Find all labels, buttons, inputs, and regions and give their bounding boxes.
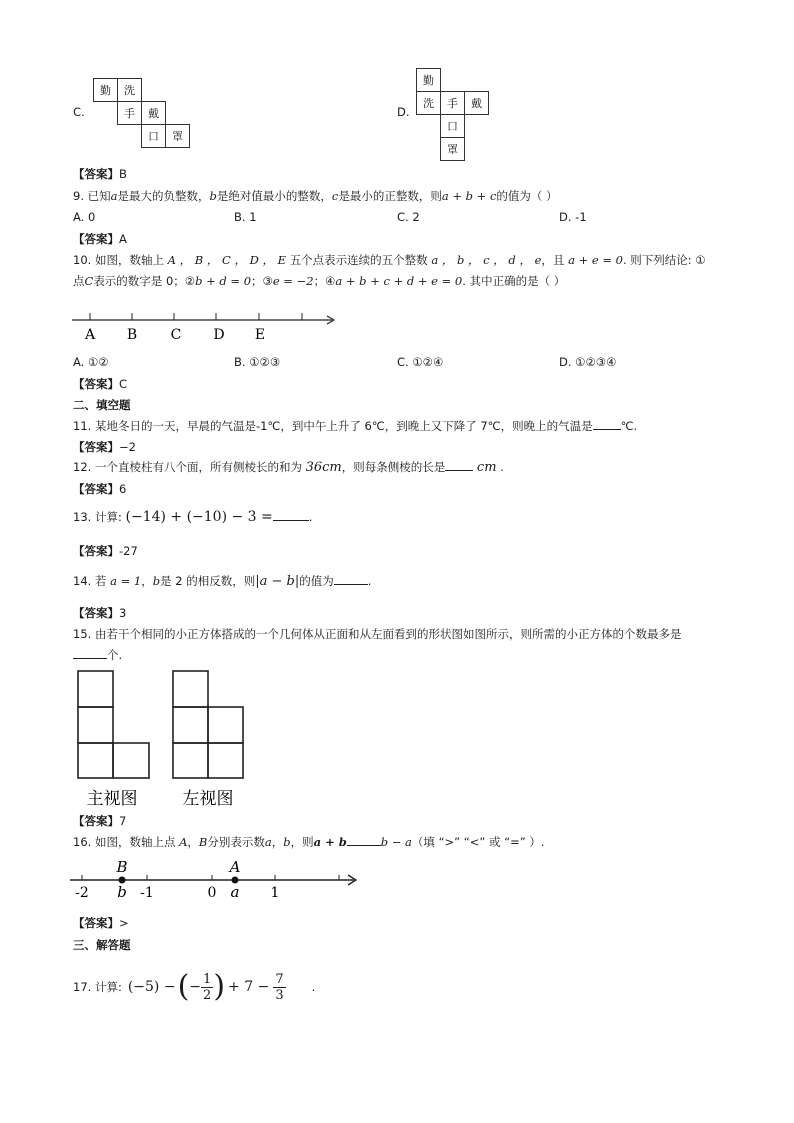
question-text: . [367, 574, 372, 588]
answer-tag: 【答案】 [73, 167, 119, 181]
option-d-letter: D. [397, 105, 410, 119]
question-15-line-1: 15. 由若干个相同的小正方体搭成的一个几何体从正面和从左面看到的形状图如图所示，则所需的小正方体的个数最多是 [73, 627, 682, 641]
answer-blank [445, 470, 473, 471]
view-cell [173, 707, 208, 743]
net-cell: 手 [440, 91, 465, 115]
question-text: . [308, 510, 313, 524]
math-var: a [110, 189, 118, 203]
question-13 [73, 509, 312, 525]
math-expr: (−5) − [127, 979, 176, 995]
question-text: ，则每条侧棱的长是 [341, 460, 446, 474]
fraction-one-half [201, 972, 213, 1003]
math-var: c [331, 189, 339, 203]
answer-line [73, 439, 136, 455]
answer-line [73, 543, 138, 559]
math-expr: a + b + c [441, 189, 497, 203]
answer-value: -27 [119, 544, 138, 558]
question-text: 点 [73, 274, 85, 288]
answer-value: A [119, 232, 127, 246]
math-expr: a + b + c + d + e = 0 [335, 274, 463, 288]
question-number: 10. [73, 253, 92, 267]
question-text: 13. 计算: [73, 510, 122, 524]
math-var: C [84, 274, 94, 288]
question-text: ；③ [251, 274, 273, 288]
math-var: b [152, 574, 161, 588]
math-var: b [209, 189, 217, 203]
question-text: 个. [107, 648, 123, 662]
math-vars: a ， b ， c ， d ， e [431, 253, 542, 267]
axis-tick-label: 1 [270, 885, 280, 901]
answer-line [73, 481, 126, 497]
answer-blank [334, 584, 368, 585]
section-heading: 三、解答题 [73, 938, 131, 952]
answer-tag: 【答案】 [73, 916, 119, 930]
left-view-label: 左视图 [182, 789, 234, 809]
question-text: . 其中正确的是（ ） [462, 274, 566, 288]
option-b: B. ①②③ [234, 355, 281, 369]
view-cell [78, 707, 113, 743]
question-11 [73, 418, 637, 434]
question-text: 16. 如图，数轴上点 [73, 835, 176, 849]
answer-line [73, 166, 127, 182]
axis-label: C [170, 327, 182, 343]
math-expr: b + d = 0 [195, 274, 252, 288]
question-text: ， [141, 574, 153, 588]
number-line-q16 [66, 856, 366, 902]
answer-tag: 【答案】 [73, 440, 119, 454]
question-number: 9. [73, 189, 84, 203]
question-text: 17. 计算: [73, 980, 122, 994]
net-cell: 戴 [141, 101, 166, 125]
option-d: D. ①②③④ [559, 355, 617, 369]
question-text: （填 “>” “<” 或 “=” ）. [411, 835, 545, 849]
view-cell [173, 743, 208, 778]
axis-tick-label: -1 [140, 885, 154, 901]
question-text: 的值为 [299, 574, 334, 588]
answer-tag: 【答案】 [73, 814, 119, 828]
answer-tag: 【答案】 [73, 377, 119, 391]
math-points: A ， B ， C ， D ， E [167, 253, 287, 267]
question-text: ， [187, 835, 199, 849]
question-10-line-2 [73, 273, 565, 289]
question-15-line-2 [73, 647, 122, 663]
math-var: B [198, 835, 208, 849]
option-a: A. ①② [73, 355, 109, 369]
option-b: B. 1 [234, 210, 257, 224]
math-expr: + 7 − [228, 979, 270, 995]
question-text: 12. 一个直棱柱有八个面，所有侧棱长的和为 [73, 460, 302, 474]
axis-label: B [126, 327, 138, 343]
question-text: 分别表示数 [207, 835, 265, 849]
question-text: 是最小的正整数，则 [338, 189, 442, 203]
math-expr: a + b [313, 835, 347, 849]
view-cell [173, 671, 208, 707]
net-cell: 洗 [117, 78, 142, 102]
option-c: C. 2 [397, 210, 420, 224]
view-cell [78, 743, 113, 778]
view-cell [113, 743, 149, 778]
question-17 [73, 965, 315, 1009]
fraction-denominator: 2 [203, 987, 212, 1003]
question-text: 是绝对值最小的整数， [216, 189, 332, 203]
answer-tag: 【答案】 [73, 544, 119, 558]
net-cell: 勤 [93, 78, 118, 102]
answer-line [73, 231, 127, 247]
option-d: D. -1 [559, 210, 587, 224]
front-view [78, 671, 149, 778]
question-text: 的值为（ ） [496, 189, 558, 203]
option-c: C. ①②④ [397, 355, 444, 369]
question-text: 五个点表示连续的五个整数 [289, 253, 428, 267]
option-a: A. 0 [73, 210, 96, 224]
question-text: 已知 [87, 189, 111, 203]
question-text: . 则下列结论: ① [622, 253, 706, 267]
view-cell [208, 707, 243, 743]
axis-tick-label: -2 [75, 885, 89, 901]
view-cell [78, 671, 113, 707]
answer-value: B [119, 167, 127, 181]
net-cell: 手 [117, 101, 142, 125]
math-unit: cm [476, 460, 497, 475]
question-text: ，且 [541, 253, 565, 267]
fraction-numerator: 1 [203, 971, 212, 987]
answer-blank [347, 845, 381, 846]
net-cell: 洗 [416, 91, 441, 115]
question-text: 如图，数轴上 [94, 253, 164, 267]
answer-tag: 【答案】 [73, 606, 119, 620]
fraction-seven-thirds [273, 972, 285, 1003]
net-cell: 戴 [464, 91, 489, 115]
question-text: 是 2 的相反数，则 [160, 574, 256, 588]
axis-tick-label: 0 [207, 885, 217, 901]
answer-line [73, 813, 126, 829]
question-text: 表示的数字是 0；② [93, 274, 196, 288]
math-var: A [179, 835, 188, 849]
net-cell: 罩 [440, 137, 465, 161]
number-line-q10 [66, 306, 341, 346]
question-9 [73, 188, 558, 204]
answer-value: 7 [119, 814, 127, 828]
math-var: a [264, 835, 272, 849]
axis-label: A [84, 327, 96, 343]
answer-line [73, 605, 126, 621]
option-c-letter: C. [73, 105, 85, 119]
answer-tag: 【答案】 [73, 482, 119, 496]
point-a-var: a [230, 883, 240, 901]
question-text: 14. 若 [73, 574, 107, 588]
net-cell: 罩 [165, 124, 190, 148]
net-cell: 口 [141, 124, 166, 148]
question-text: 是最大的负整数， [117, 189, 210, 203]
math-value: 36cm [305, 460, 342, 475]
math-expr: b − a [380, 835, 412, 849]
math-sign: − [189, 979, 202, 995]
question-text: . [500, 460, 504, 474]
answer-value: −2 [119, 440, 136, 454]
axis-label: D [213, 327, 225, 343]
point-b-label: B [116, 858, 128, 876]
net-cell: 口 [440, 114, 465, 138]
question-text: 11. 某地冬日的一天，早晨的气温是-1℃，到中午上升了 6℃，到晚上又下降了 7℃，则晚上的气温是 [73, 419, 593, 433]
answer-blank [73, 658, 107, 659]
net-cell: 勤 [416, 68, 441, 92]
math-var: b [283, 835, 291, 849]
point-b-var: b [117, 883, 127, 901]
question-text: ， [271, 835, 284, 849]
answer-value: 6 [119, 482, 127, 496]
question-12 [73, 459, 504, 475]
left-view [173, 671, 243, 778]
left-paren: ( [177, 969, 190, 1004]
question-text: . [311, 980, 316, 994]
math-expr: a + e = 0 [568, 253, 623, 267]
answer-blank [273, 520, 309, 521]
math-expr: a = 1 [110, 574, 142, 588]
fraction-denominator: 3 [275, 987, 284, 1003]
views-diagram [72, 666, 257, 811]
answer-line [73, 376, 127, 392]
question-16 [73, 834, 545, 850]
right-paren: ) [213, 969, 226, 1004]
view-cell [208, 743, 243, 778]
answer-value: C [119, 377, 128, 391]
answer-line [73, 915, 129, 931]
question-14 [73, 573, 371, 589]
answer-tag: 【答案】 [73, 232, 119, 246]
front-view-label: 主视图 [86, 789, 138, 809]
question-text: ℃. [620, 419, 638, 433]
answer-value: 3 [119, 606, 127, 620]
answer-blank [593, 429, 621, 430]
question-text: ，则 [290, 835, 314, 849]
math-expr: |a − b| [255, 574, 300, 589]
math-expr: (−14) + (−10) − 3 = [125, 509, 273, 525]
point-a-label: A [229, 858, 241, 876]
question-10-line-1 [73, 252, 706, 268]
question-text: ；④ [313, 274, 336, 288]
math-expr: e = −2 [272, 274, 314, 288]
fraction-numerator: 7 [275, 971, 284, 987]
axis-label: E [254, 327, 266, 343]
section-heading: 二、填空题 [73, 398, 131, 412]
answer-value: > [119, 916, 129, 930]
